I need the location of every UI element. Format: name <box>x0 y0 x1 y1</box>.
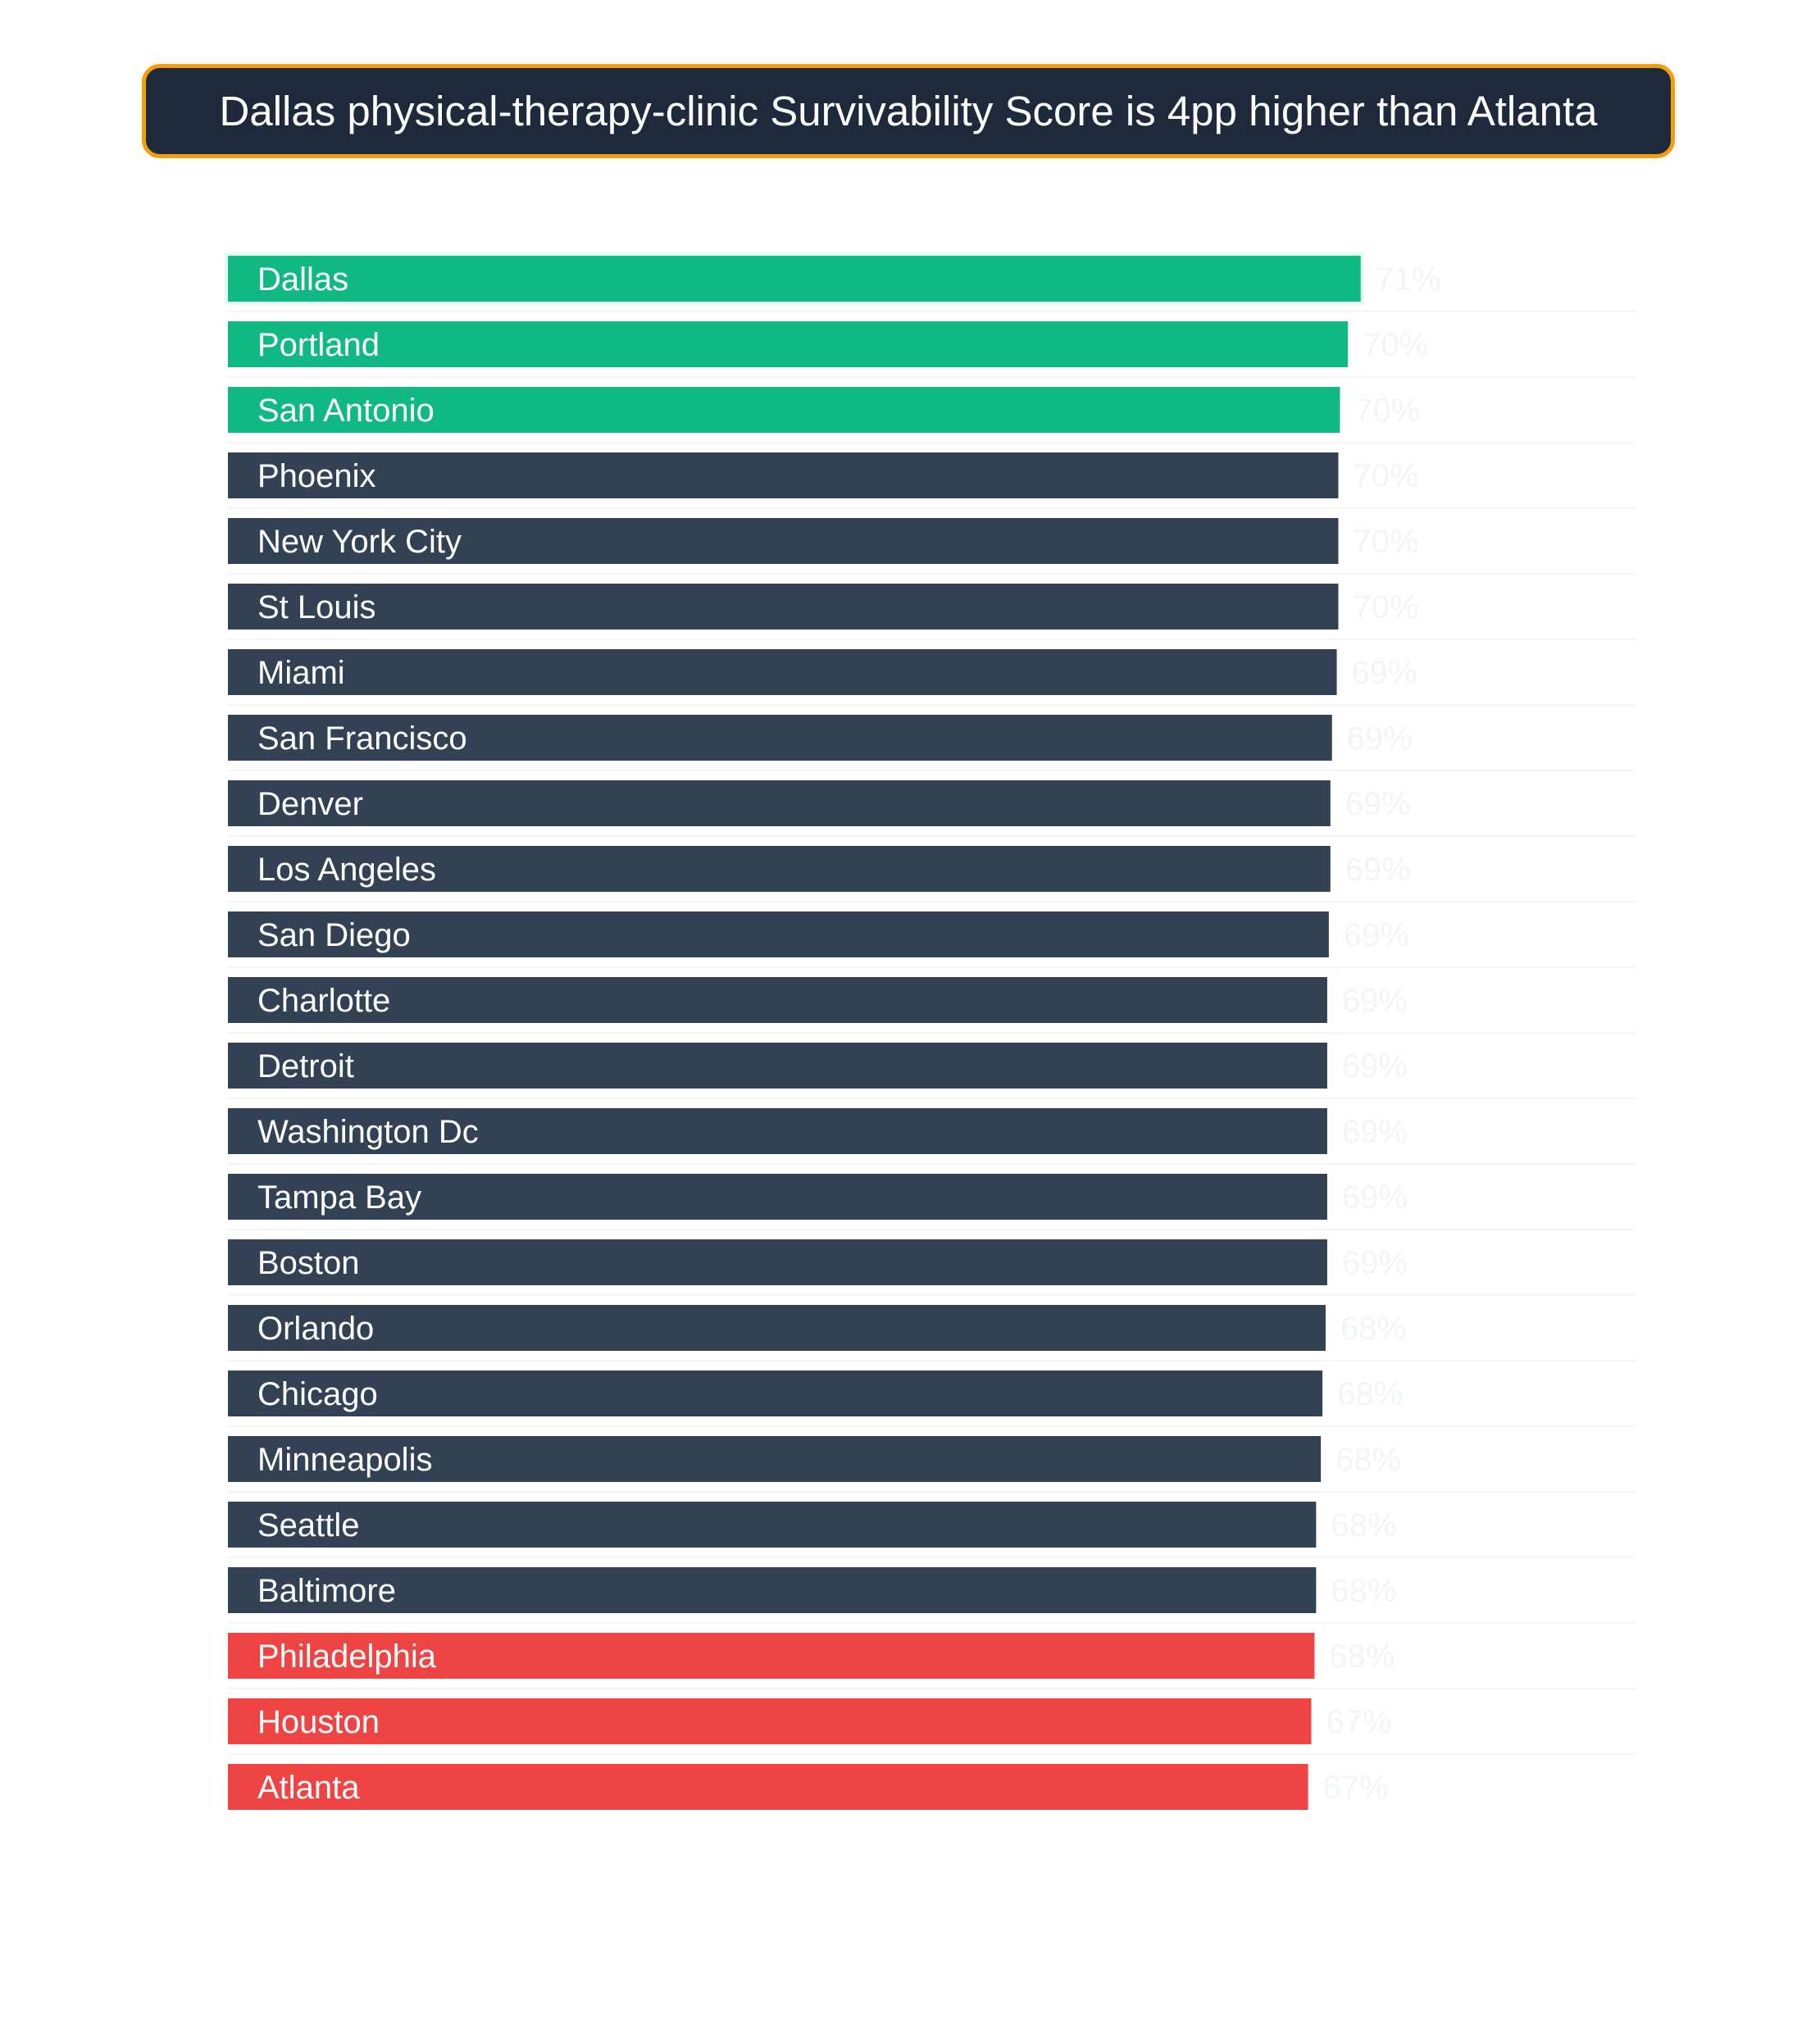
value-label: 70% <box>1354 393 1421 429</box>
chart-title: Dallas physical-therapy-clinic Survivability Score is 4pp higher than Atlanta <box>219 88 1598 134</box>
bar <box>228 1043 1327 1089</box>
value-label: 68% <box>1337 1376 1404 1412</box>
value-label: 67% <box>1322 1770 1389 1806</box>
value-label: 70% <box>1353 524 1419 560</box>
bar-label: Minneapolis <box>257 1442 433 1478</box>
value-label: 69% <box>1345 786 1411 822</box>
bar-label: New York City <box>257 524 462 560</box>
bar-label: Portland <box>257 327 380 363</box>
bar <box>228 321 1348 367</box>
bar-label: Dallas <box>257 261 349 298</box>
bar-label: San Diego <box>257 917 411 953</box>
value-label: 69% <box>1341 1245 1408 1281</box>
bar-label: St Louis <box>257 589 376 625</box>
value-label: 70% <box>1353 589 1419 625</box>
value-label: 69% <box>1341 1048 1408 1084</box>
value-label: 67% <box>1326 1704 1392 1740</box>
bar-label: Miami <box>257 655 345 691</box>
bar-label: Houston <box>257 1704 380 1740</box>
bar-label: Los Angeles <box>257 852 436 888</box>
value-label: 69% <box>1343 917 1409 953</box>
bar-label: Charlotte <box>257 983 391 1019</box>
bar-label: Denver <box>257 786 363 822</box>
bar <box>228 452 1338 498</box>
value-label: 70% <box>1363 327 1429 363</box>
bar-label: Orlando <box>257 1311 375 1347</box>
value-label: 71% <box>1375 261 1441 298</box>
bar <box>228 1305 1326 1351</box>
value-label: 68% <box>1331 1507 1397 1543</box>
value-label: 69% <box>1341 983 1408 1019</box>
bar <box>228 584 1338 630</box>
bar-label: Seattle <box>257 1507 360 1543</box>
bar-label: San Antonio <box>257 393 435 429</box>
value-label: 69% <box>1346 720 1413 757</box>
bar-label: Tampa Bay <box>257 1180 422 1216</box>
value-label: 69% <box>1351 655 1417 691</box>
value-label: 70% <box>1353 458 1419 494</box>
bar <box>228 256 1361 302</box>
bar-label: San Francisco <box>257 720 467 757</box>
value-label: 68% <box>1329 1639 1395 1675</box>
bar-label: Chicago <box>257 1376 378 1412</box>
bar-label: Boston <box>257 1245 360 1281</box>
bar <box>228 1502 1316 1548</box>
bar-label: Baltimore <box>257 1573 396 1609</box>
bar-label: Philadelphia <box>257 1639 436 1675</box>
bar <box>228 1764 1308 1810</box>
value-label: 68% <box>1335 1442 1402 1478</box>
bar <box>228 780 1331 826</box>
bar <box>228 649 1337 695</box>
bar-label: Washington Dc <box>257 1114 479 1150</box>
bar <box>228 1239 1327 1285</box>
bar-label: Phoenix <box>257 458 376 494</box>
value-label: 68% <box>1331 1573 1397 1609</box>
bar-label: Detroit <box>257 1048 354 1084</box>
bar <box>228 1698 1312 1744</box>
bar-label: Atlanta <box>257 1770 360 1806</box>
bar <box>228 977 1327 1023</box>
value-label: 69% <box>1345 852 1411 888</box>
value-label: 69% <box>1341 1180 1408 1216</box>
bar <box>228 1371 1322 1416</box>
value-label: 68% <box>1340 1311 1407 1347</box>
value-label: 69% <box>1341 1114 1408 1150</box>
